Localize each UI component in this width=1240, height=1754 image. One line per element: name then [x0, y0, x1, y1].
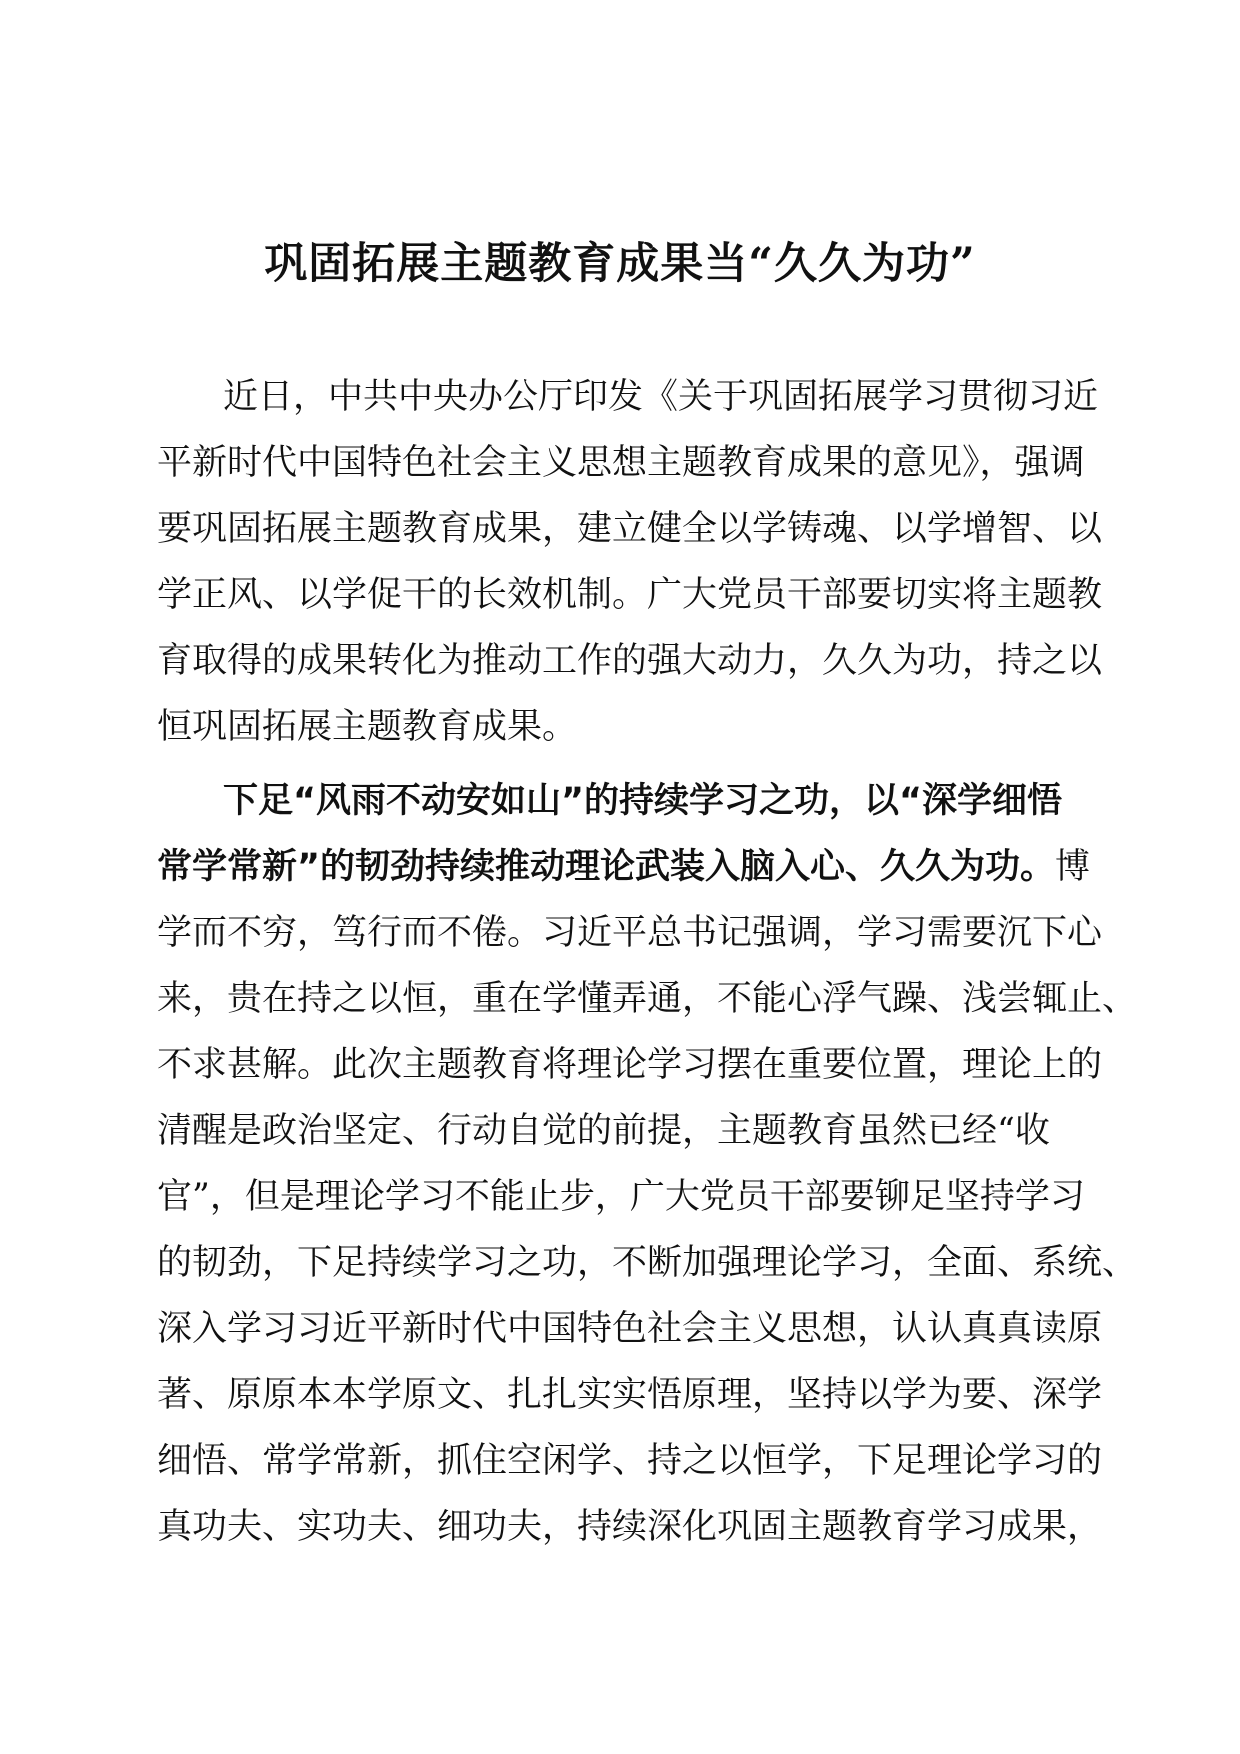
paragraph-1-line-2: 平新时代中国特色社会主义思想主题教育成果的意见》，强调: [157, 443, 1085, 483]
paragraph-2-line-2: [157, 834, 1090, 900]
paragraph-2-line-10: 著、原原本本学原文、扎扎实实悟原理，坚持以学为要、深学: [157, 1375, 1103, 1415]
paragraph-2-line-11: 细悟、常学常新，抓住空闲学、持之以恒学，下足理论学习的: [157, 1441, 1103, 1481]
paragraph-2-line-4: 来，贵在持之以恒，重在学懂弄通，不能心浮气躁、浅尝辄止、: [157, 979, 1138, 1019]
document-title: 巩固拓展主题教育成果当“久久为功”: [264, 239, 976, 289]
paragraph-1-line-5: 育取得的成果转化为推动工作的强大动力，久久为功，持之以: [157, 641, 1103, 681]
paragraph-2-line-12: 真功夫、实功夫、细功夫，持续深化巩固主题教育学习成果，: [157, 1507, 1103, 1547]
paragraph-2-line-9: 深入学习习近平新时代中国特色社会主义思想，认认真真读原: [157, 1309, 1103, 1349]
paragraph-2-heading-line-2: 常学常新”的韧劲持续推动理论武装入脑入心、久久为功。: [157, 847, 1056, 887]
paragraph-1-line-3: 要巩固拓展主题教育成果，建立健全以学铸魂、以学增智、以: [157, 509, 1103, 549]
paragraph-2-heading-line-1: 下足“风雨不动安如山”的持续学习之功，以“深学细悟: [223, 781, 1063, 821]
paragraph-2-line-5: 不求甚解。此次主题教育将理论学习摆在重要位置，理论上的: [157, 1045, 1103, 1085]
paragraph-1-line-1: 近日，中共中央办公厅印发《关于巩固拓展学习贯彻习近: [223, 377, 1099, 417]
paragraph-2-line-8: 的韧劲，下足持续学习之功，不断加强理论学习，全面、系统、: [157, 1243, 1138, 1283]
paragraph-1-line-6: 恒巩固拓展主题教育成果。: [157, 707, 578, 747]
paragraph-1-line-4: 学正风、以学促干的长效机制。广大党员干部要切实将主题教: [157, 575, 1103, 615]
paragraph-2-line-7: 官”，但是理论学习不能止步，广大党员干部要铆足坚持学习: [157, 1177, 1085, 1217]
paragraph-2-line-6: 清醒是政治坚定、行动自觉的前提，主题教育虽然已经“收: [157, 1111, 1050, 1151]
paragraph-2-line-2-rest: 博: [1055, 847, 1091, 887]
paragraph-2-line-3: 学而不穷，笃行而不倦。习近平总书记强调，学习需要沉下心: [157, 913, 1103, 953]
